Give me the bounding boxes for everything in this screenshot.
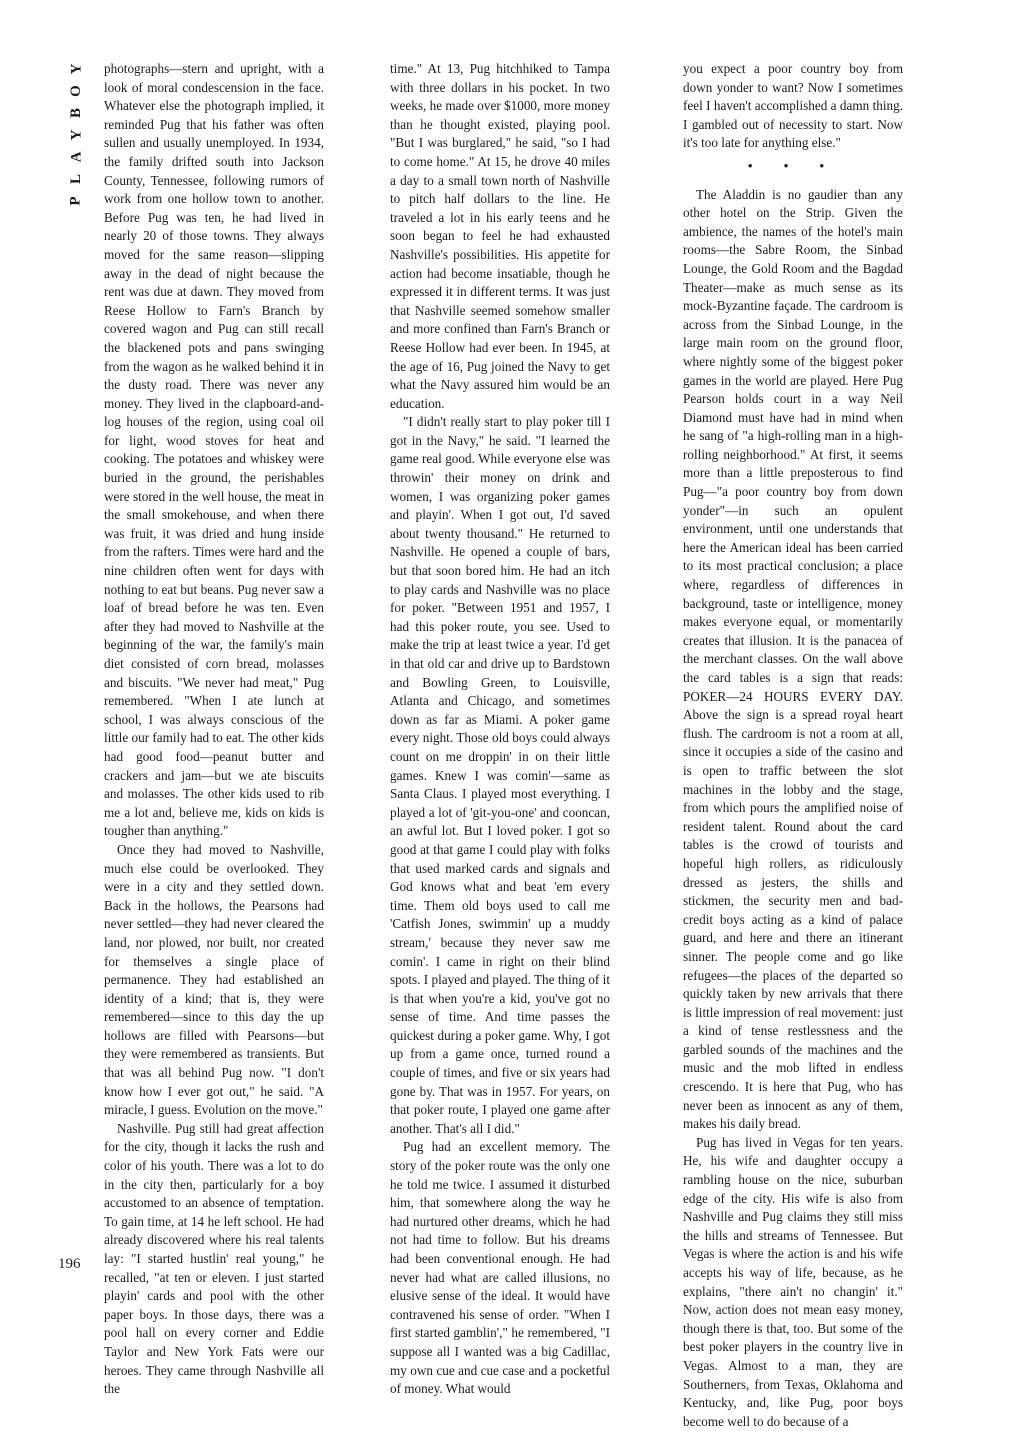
section-break: • • •	[747, 157, 839, 173]
magazine-name-vertical	[62, 58, 90, 212]
paragraph: "I didn't really start to play poker till I got in the Navy," he said. "I learned the game real good. While everyone else was throwin' their money on drink and women, I was organizing poker games and playin'. When I got out, I'd saved about twenty thousand." He returned to Nashville. He opened a couple of bars, but that soon bored him. He had an itch to play cards and Nashville was no place for poker. "Between 1951 and 1957, I had this poker route, you see. Used to make the trip at least twice a year. I'd get in that old car and drive up to Bardstown and Bowling Green, to Louisville, Atlanta and Chicago, and sometimes down as far as Miami. A poker game every night. Those old boys could always count on me droppin' in on their little games. Knew I was comin'—same as Santa Claus. I played most everything. I played a lot of 'git-you-one' and cooncan, an awful lot. But I loved poker. I got so good at that game I could play with folks that used marked cards and signals and God knows what and beat 'em every time. Them old boys used to call me 'Catfish Jones, swimmin' up a muddy stream,' because they never saw me comin'. I came in right on their blind spots. I played and played. The thing of it is that when you're a kid, you've got no sense of time. And time passes the quickest during a poker game. Why, I got up from a game once, turned round a couple of times, and five or six years had gone by. That was in 1957. For years, on that poker route, I played one game after another. That's all I did."	[390, 414, 610, 1136]
paragraph: Pug has lived in Vegas for ten years. He, his wife and daughter occupy a rambling house on the nice, suburban edge of the city. His wife is also from Nashville and Pug claims they still miss the hills and streams of Tennessee. But Vegas is where the action is and his wife accepts his way of life, because, as he explains, "there ain't no changin' it." Now, action does not mean easy money, though there is that, too. But some of the best poker players in the country live in Vegas. Almost to a man, they are Southerners, from Texas, Oklahoma and Kentucky, and, like Pug, poor boys become well to do because of a	[683, 1134, 903, 1429]
paragraph: The Aladdin is no gaudier than any other hotel on the Strip. Given the ambience, the names of the hotel's main rooms—the Sabre Room, the Sinbad Lounge, the Gold Room and the Bagdad Theater—make as much sense as its mock-Byzantine façade. The cardroom is across from the Sinbad Lounge, in the large main room on the ground floor, where nightly some of the biggest poker games in the world are played. Here Pug Pearson holds court in a way Neil Diamond must have had in mind when he sang of "a high-rolling man in a high-rolling neighborhood." At first, it seems more than a little preposterous to find Pug—"a poor country boy from down yonder"—in such an opulent environment, until one understands that here the American ideal has been carried to its most practical conclusion; a place where, regardless of differences in background, taste or intelligence, money makes everyone equal, or momentarily creates that illusion. It is the panacea of the merchant classes. On the wall above the card tables is a sign that reads: POKER—24 HOURS EVERY DAY. Above the sign is a spread royal heart flush. The cardroom is not a room at all, since it occupies a side of the casino and is open to traffic between the slot machines in the lobby and the stage, from which pours the amplified noise of resident talent. Round about the card tables is the crowd of tourists and hopeful high rollers, as ridiculously dressed as jesters, the shills and stickmen, the security men and bad-credit boys acting as a kind of palace guard, and here and there an itinerant sinner. The people come and go like refugees—the places of the departed so quickly taken by new arrivals that there is little impression of real movement: just a kind of tense restlessness and the garbled sounds of the machines and the music and the mob lifted in endless crescendo. It is here that Pug, who has never been as innocent as any of them, makes his daily bread.	[683, 186, 903, 1132]
sidebar-letter: A	[68, 151, 84, 163]
paragraph: you expect a poor country boy from down yonder to want? Now I sometimes feel I haven't accomplished a damn thing. I gambled out of necessity to start. Now it's too late for anything else."	[683, 61, 903, 151]
text-column-1	[104, 60, 324, 1399]
sidebar-letter: P	[67, 196, 84, 206]
text-column-2	[390, 60, 610, 1399]
paragraph: photographs—stern and upright, with a look of moral condescension in the face. Whatever else the photograph implied, it reminded Pug that his father was often sullen and usually unemployed. In 1934, the family drifted south into Jackson County, Tennessee, following rumors of work from one hollow town to another. Before Pug was ten, he had lived in nearly 20 of those towns. They always moved for the same reason—slipping away in the dead of night because the rent was due at dawn. They moved from Reese Hollow to Farn's Branch by covered wagon and Pug can still recall the blackened pots and pans swinging from the wagon as he walked behind it in the dusty road. There was never any money. They lived in the clapboard-and-log houses of the region, using coal oil for light, wood stoves for heat and cooking. The potatoes and whiskey were buried in the ground, the perishables were stored in the well house, the meat in the small smokehouse, and when there was fruit, it was dried and hung inside from the rafters. Times were hard and the nine children often went for days with nothing to eat but beans. Pug never saw a loaf of bread before he was ten. Even after they had moved to Nashville at the beginning of the war, the family's main diet consisted of corn bread, molasses and biscuits. "We never had meat," Pug remembered. "When I ate lunch at school, I was always conscious of the little our family had to eat. The other kids had good food—peanut butter and crackers and jam—but we ate biscuits and molasses. The other kids used to rib me a lot and, believe me, kids on kids is tougher than anything."	[104, 61, 324, 839]
paragraph: time." At 13, Pug hitchhiked to Tampa with three dollars in his pocket. In two weeks, he made over $1000, more money than he thought existed, playing pool. "But I was burglared," he said, "so I had to come home." At 15, he drove 40 miles a day to a small town north of Nashville to pitch half dollars to the line. He traveled a lot in his early teens and he soon began to feel he had exhausted Nashville's possibilities. His appetite for action had become insatiable, though he expressed it in different terms. It was just that Nashville seemed somehow smaller and more confined than Farn's Branch or Reese Hollow had ever been. In 1945, at the age of 16, Pug joined the Navy to get what the Navy assured him would be an education.	[390, 61, 610, 411]
sidebar-letter: B	[67, 107, 84, 119]
paragraph: Nashville. Pug still had great affection for the city, though it lacks the rush and color of his youth. There was a lot to do in the city then, particularly for a boy accustomed to an absence of temptation. To gain time, at 14 he left school. He had already discovered where his real talents lay: "I started hustlin' real young," he recalled, "at ten or eleven. I just started playin' cards and pool with the other paper boys. In those days, there was a pool hall on every corner and Eddie Taylor and New York Fats were our heroes. They came through Nashville all the	[104, 1120, 324, 1397]
sidebar-letter: Y	[68, 129, 84, 141]
paragraph: Pug had an excellent memory. The story of the poker route was the only one he told me twice. I assumed it disturbed him, that somewhere along the way he had nurtured other dreams, which he had not had time to follow. But his dreams had been conventional enough. He had never had what are called illusions, no elusive sense of the ideal. It would have contravened his sense of order. "When I first started gamblin'," he remembered, "I suppose all I wanted was a big Cadillac, my own cue and cue case and a pocketful of money. What would	[390, 1139, 610, 1397]
sidebar-letter: Y	[68, 63, 84, 75]
sidebar-letter: O	[67, 85, 84, 97]
paragraph: Once they had moved to Nashville, much else could be overlooked. They were in a city and they settled down. Back in the hollows, the Pearsons had never settled—they had never cleared the land, nor plowed, nor built, nor created for themselves a single place of permanence. They had established an identity of a kind; that is, they were remembered—since to this day the up hollows are filled with Pearsons—but they were remembered as transients. But that was all behind Pug now. "I don't know how I ever got out," he said. "A miracle, I guess. Evolution on the move."	[104, 841, 324, 1118]
page-number: 196	[58, 1256, 81, 1272]
sidebar-letter: L	[67, 173, 84, 185]
text-column-3	[683, 60, 903, 1431]
